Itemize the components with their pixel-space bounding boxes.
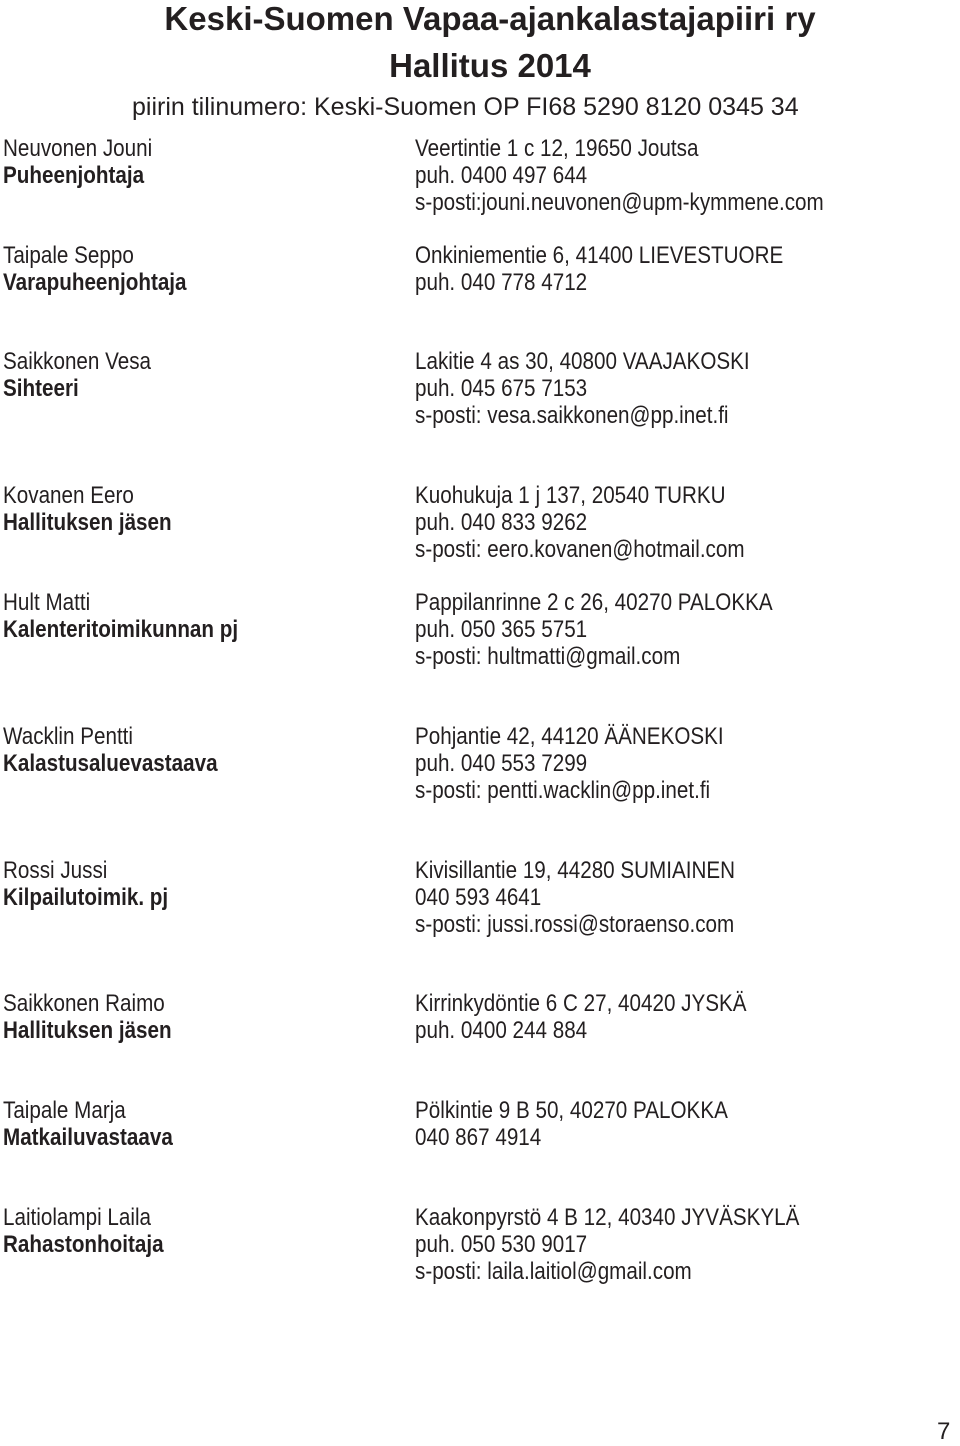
member-phone: puh. 040 778 4712 — [415, 269, 588, 296]
member-address: Kaakonpyrstö 4 B 12, 40340 JYVÄSKYLÄ — [415, 1204, 800, 1231]
member-name: Neuvonen Jouni — [3, 135, 153, 162]
member-name: Taipale Seppo — [3, 242, 134, 269]
member-address: Pölkintie 9 B 50, 40270 PALOKKA — [415, 1097, 728, 1124]
member-role: Varapuheenjohtaja — [3, 269, 187, 296]
member-email[interactable]: s-posti: jussi.rossi@storaenso.com — [415, 911, 735, 938]
member-role: Hallituksen jäsen — [3, 509, 172, 536]
member-phone: puh. 040 553 7299 — [415, 750, 588, 777]
member-phone: 040 593 4641 — [415, 884, 542, 911]
member-role: Sihteeri — [3, 375, 79, 402]
member-phone: puh. 045 675 7153 — [415, 375, 588, 402]
member-role: Kilpailutoimik. pj — [3, 884, 169, 911]
member-name: Laitiolampi Laila — [3, 1204, 152, 1231]
member-name: Wacklin Pentti — [3, 723, 134, 750]
member-name: Hult Matti — [3, 589, 91, 616]
member-address: Veertintie 1 c 12, 19650 Joutsa — [415, 135, 699, 162]
member-phone: puh. 0400 244 884 — [415, 1017, 588, 1044]
member-name: Saikkonen Raimo — [3, 990, 165, 1017]
member-name: Saikkonen Vesa — [3, 348, 152, 375]
member-address: Kivisillantie 19, 44280 SUMIAINEN — [415, 857, 736, 884]
member-phone: puh. 040 833 9262 — [415, 509, 588, 536]
member-role: Kalenteritoimikunnan pj — [3, 616, 239, 643]
member-role: Matkailuvastaava — [3, 1124, 173, 1151]
member-role: Rahastonhoitaja — [3, 1231, 164, 1258]
member-email[interactable]: s-posti: laila.laitiol@gmail.com — [415, 1258, 692, 1285]
member-address: Kirrinkydöntie 6 C 27, 40420 JYSKÄ — [415, 990, 747, 1017]
organization-title: Keski-Suomen Vapaa-ajankalastajapiiri ry — [164, 0, 816, 37]
member-email[interactable]: s-posti: eero.kovanen@hotmail.com — [415, 536, 745, 563]
member-address: Pohjantie 42, 44120 ÄÄNEKOSKI — [415, 723, 724, 750]
member-address: Pappilanrinne 2 c 26, 40270 PALOKKA — [415, 589, 773, 616]
member-address: Lakitie 4 as 30, 40800 VAAJAKOSKI — [415, 348, 750, 375]
member-phone: puh. 050 530 9017 — [415, 1231, 588, 1258]
member-name: Taipale Marja — [3, 1097, 126, 1124]
member-phone: 040 867 4914 — [415, 1124, 542, 1151]
member-name: Rossi Jussi — [3, 857, 108, 884]
member-email[interactable]: s-posti: pentti.wacklin@pp.inet.fi — [415, 777, 711, 804]
member-email[interactable]: s-posti: hultmatti@gmail.com — [415, 643, 681, 670]
member-address: Kuohukuja 1 j 137, 20540 TURKU — [415, 482, 726, 509]
member-email[interactable]: s-posti: vesa.saikkonen@pp.inet.fi — [415, 402, 729, 429]
account-number: piirin tilinumero: Keski-Suomen OP FI68 5290 8120 0345 34 — [132, 93, 799, 121]
page-number: 7 — [937, 1418, 951, 1445]
member-phone: puh. 0400 497 644 — [415, 162, 588, 189]
member-role: Puheenjohtaja — [3, 162, 145, 189]
member-phone: puh. 050 365 5751 — [415, 616, 588, 643]
member-role: Hallituksen jäsen — [3, 1017, 172, 1044]
member-name: Kovanen Eero — [3, 482, 134, 509]
member-address: Onkiniementie 6, 41400 LIEVESTUORE — [415, 242, 784, 269]
member-role: Kalastusaluevastaava — [3, 750, 218, 777]
member-email[interactable]: s-posti:jouni.neuvonen@upm-kymmene.com — [415, 189, 824, 216]
document-subtitle: Hallitus 2014 — [389, 47, 591, 84]
